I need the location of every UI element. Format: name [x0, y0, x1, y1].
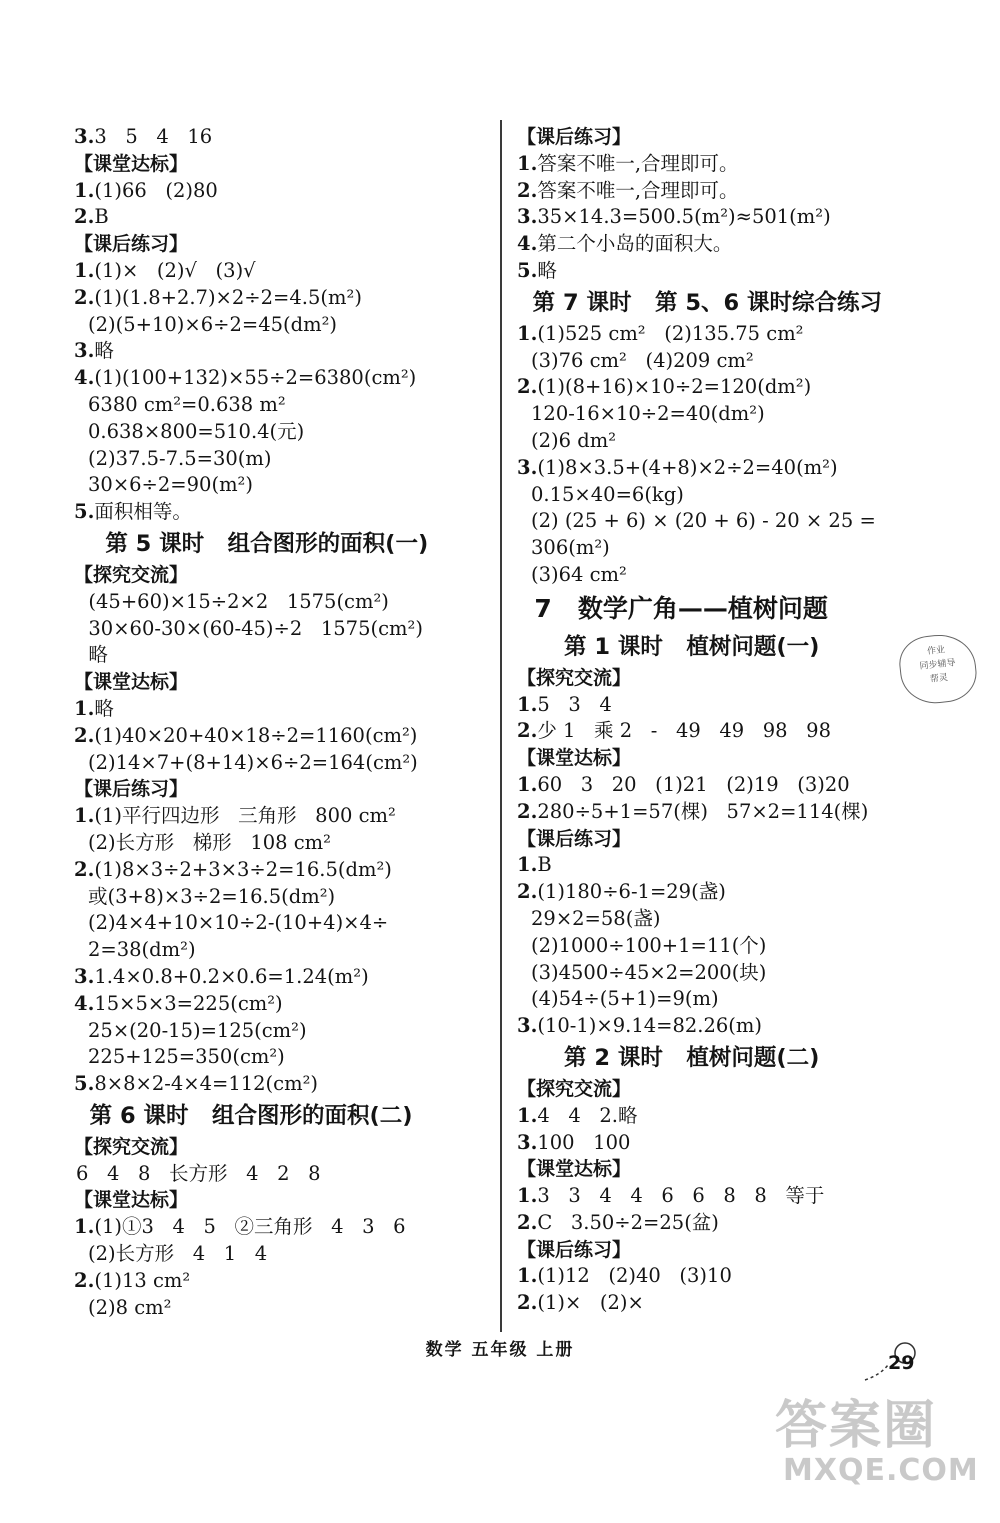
question-number: 3.	[517, 205, 538, 229]
answer-line	[517, 718, 937, 745]
question-number: 1.	[517, 321, 538, 345]
answer-text: (1)8×3÷2+3×3÷2=16.5(dm²)	[94, 857, 392, 881]
question-number: 4.	[74, 366, 95, 390]
column-divider	[500, 120, 502, 1332]
answer-text: B	[94, 205, 109, 229]
answer-text: 35×14.3=500.5(m²)≈501(m²)	[537, 205, 831, 229]
answer-continuation: (2)长方形 梯形 108 cm²	[88, 830, 331, 854]
answer-text: 答案不唯一,合理即可。	[537, 178, 739, 202]
lesson-heading: 第 5 课时 组合图形的面积(一)	[74, 530, 429, 557]
answer-line	[74, 258, 494, 285]
answer-continuation: (2)(5+10)×6÷2=45(dm²)	[88, 312, 338, 336]
answer-continuation: (2) (25 + 6) × (20 + 6) - 20 × 25 =	[531, 509, 876, 533]
question-number: 1.	[74, 804, 95, 828]
answer-line	[517, 1130, 937, 1157]
answer-line	[517, 879, 937, 906]
question-number: 2.	[517, 178, 538, 202]
answer-text: (1)(100+132)×55÷2=6380(cm²)	[94, 366, 417, 390]
question-number: 1.	[74, 1215, 95, 1239]
question-number: 1.	[74, 258, 95, 282]
answer-text: 略	[94, 696, 114, 720]
answer-line	[74, 178, 494, 205]
question-number: 2.	[517, 799, 538, 823]
answer-text: (1)525 cm² (2)135.75 cm²	[537, 321, 804, 345]
answer-line	[74, 803, 494, 830]
section-tag: 【课堂达标】	[517, 1158, 632, 1181]
question-number: 3.	[74, 339, 95, 363]
answer-continuation: (4)54÷(5+1)=9(m)	[531, 987, 719, 1011]
answer-continuation: (3)4500÷45×2=200(块)	[531, 960, 767, 984]
answer-text: (1)× (2)×	[537, 1291, 644, 1315]
answer-continuation: (2)8 cm²	[88, 1295, 172, 1319]
answer-line	[517, 1263, 937, 1290]
answer-continuation: 0.638×800=510.4(元)	[88, 419, 305, 443]
answer-text: 略	[537, 258, 557, 282]
answer-text: (1)× (2)√ (3)√	[94, 258, 256, 282]
question-number: 1.	[517, 853, 538, 877]
answer-continuation: 25×(20-15)=125(cm²)	[88, 1018, 307, 1042]
section-tag: 【课堂达标】	[74, 671, 189, 694]
question-number: 2.	[74, 857, 95, 881]
answer-continuation: 29×2=58(盏)	[531, 906, 661, 930]
question-number: 1.	[517, 1103, 538, 1127]
answer-line	[74, 499, 494, 526]
answer-text: 60 3 20 (1)21 (2)19 (3)20	[537, 772, 850, 796]
question-number: 5.	[517, 258, 538, 282]
question-number: 1.	[74, 178, 95, 202]
section-tag: 【探究交流】	[74, 563, 189, 586]
answer-continuation: 120-16×10÷2=40(dm²)	[531, 402, 765, 426]
page-footer: 数学 五年级 上册	[425, 1340, 575, 1360]
question-number: 3.	[74, 964, 95, 988]
answer-text: 4 4 2.略	[537, 1103, 638, 1127]
answer-text: (1)13 cm²	[94, 1268, 191, 1292]
answer-continuation: 略	[76, 643, 108, 667]
answer-line	[74, 964, 494, 991]
answer-line	[517, 321, 937, 348]
answer-text: 面积相等。	[94, 500, 192, 524]
answer-continuation: (3)76 cm² (4)209 cm²	[531, 348, 754, 372]
answer-line	[74, 991, 494, 1018]
answer-line	[517, 455, 937, 482]
answer-text: (1)40×20+40×18÷2=1160(cm²)	[94, 723, 418, 747]
answer-text: (1)①3 4 5 ②三角形 4 3 6	[94, 1215, 406, 1239]
answer-line	[517, 1013, 937, 1040]
lesson-heading: 第 2 课时 植树问题(二)	[517, 1044, 820, 1071]
answer-text: (10-1)×9.14=82.26(m)	[537, 1014, 763, 1038]
answer-line	[517, 852, 937, 879]
question-number: 1.	[517, 1184, 538, 1208]
answer-line	[517, 692, 937, 719]
answer-line	[517, 231, 937, 258]
section-tag: 【课后练习】	[74, 233, 189, 256]
section-tag: 【课堂达标】	[74, 1189, 189, 1212]
answer-line	[517, 799, 937, 826]
question-number: 4.	[517, 232, 538, 256]
answer-line	[74, 1214, 494, 1241]
section-tag: 【课堂达标】	[517, 747, 632, 770]
answer-continuation: 6 4 8 长方形 4 2 8	[76, 1161, 321, 1185]
answer-line	[74, 124, 494, 151]
answer-continuation: (2)37.5-7.5=30(m)	[88, 446, 272, 470]
answer-text: 8×8×2-4×4=112(cm²)	[94, 1072, 318, 1096]
answer-text: (1)(1.8+2.7)×2÷2=4.5(m²)	[94, 285, 362, 309]
stamp-line-1: 作业	[926, 645, 946, 658]
answer-line	[74, 365, 494, 392]
section-tag: 【课堂达标】	[74, 152, 189, 175]
answer-text: 答案不唯一,合理即可。	[537, 151, 739, 175]
answer-continuation: (3)64 cm²	[531, 562, 627, 586]
question-number: 2.	[517, 719, 538, 743]
answer-continuation: 30×6÷2=90(m²)	[88, 473, 253, 497]
question-number: 1.	[74, 696, 95, 720]
answer-continuation: (2)14×7+(8+14)×6÷2=164(cm²)	[88, 750, 418, 774]
right-column	[517, 124, 937, 1317]
section-tag: 【课后练习】	[517, 827, 632, 850]
question-number: 2.	[517, 880, 538, 904]
question-number: 3.	[74, 125, 95, 148]
question-number: 5.	[74, 1072, 95, 1096]
answer-text: 5 3 4	[537, 692, 612, 716]
answer-line	[517, 258, 937, 285]
answer-text: 3 5 4 16	[94, 125, 213, 148]
question-number: 3.	[517, 1130, 538, 1154]
lesson-heading: 第 7 课时 第 5、6 课时综合练习	[517, 289, 882, 316]
watermark-cn: 答案圈	[775, 1396, 938, 1456]
left-column	[74, 124, 494, 1321]
answer-continuation: 225+125=350(cm²)	[88, 1045, 285, 1069]
answer-line	[74, 723, 494, 750]
answer-line	[74, 1268, 494, 1295]
answer-line	[74, 1071, 494, 1098]
answer-continuation: 或(3+8)×3÷2=16.5(dm²)	[88, 884, 336, 908]
question-number: 3.	[517, 1014, 538, 1038]
question-number: 2.	[74, 205, 95, 229]
question-number: 2.	[517, 1210, 538, 1234]
page-number: 29	[888, 1352, 915, 1374]
answer-line	[517, 1103, 937, 1130]
question-number: 3.	[517, 455, 538, 479]
answer-line	[517, 151, 937, 178]
answer-text: 280÷5+1=57(棵) 57×2=114(棵)	[537, 799, 869, 823]
answer-continuation: 30×60-30×(60-45)÷2 1575(cm²)	[76, 616, 423, 640]
answer-text: (1)180÷6-1=29(盏)	[537, 880, 726, 904]
section-tag: 【课后练习】	[74, 778, 189, 801]
answer-text: (1)(8+16)×10÷2=120(dm²)	[537, 375, 812, 399]
question-number: 1.	[517, 692, 538, 716]
section-tag: 【探究交流】	[74, 1135, 189, 1158]
watermark	[775, 1398, 979, 1488]
answer-line	[74, 857, 494, 884]
question-number: 2.	[517, 1291, 538, 1315]
answer-line	[517, 1290, 937, 1317]
answer-text: 15×5×3=225(cm²)	[94, 991, 283, 1015]
answer-text: 略	[94, 339, 114, 363]
answer-line	[517, 1183, 937, 1210]
answer-text: (1)平行四边形 三角形 800 cm²	[94, 804, 396, 828]
answer-line	[74, 285, 494, 312]
answer-continuation: 2=38(dm²)	[88, 938, 196, 962]
section-tag: 【课后练习】	[517, 1238, 632, 1261]
answer-text: 第二个小岛的面积大。	[537, 232, 733, 256]
question-number: 4.	[74, 991, 95, 1015]
answer-continuation: 6380 cm²=0.638 m²	[88, 392, 286, 416]
answer-continuation: 306(m²)	[531, 536, 610, 560]
answer-continuation: (2)4×4+10×10÷2-(10+4)×4÷	[88, 911, 389, 935]
answer-text: 1.4×0.8+0.2×0.6=1.24(m²)	[94, 964, 369, 988]
answer-line	[517, 1210, 937, 1237]
answer-line	[74, 696, 494, 723]
section-tag: 【探究交流】	[517, 1077, 632, 1100]
answer-continuation: (45+60)×15÷2×2 1575(cm²)	[76, 589, 389, 613]
answer-line	[517, 374, 937, 401]
section-tag: 【探究交流】	[517, 666, 632, 689]
stamp-line-2: 同步辅导	[919, 658, 957, 672]
answer-continuation: (2)长方形 4 1 4	[88, 1242, 268, 1266]
answer-continuation: (2)1000÷100+1=11(个)	[531, 933, 767, 957]
lesson-heading: 第 6 课时 组合图形的面积(二)	[74, 1102, 413, 1129]
answer-line	[74, 338, 494, 365]
question-number: 2.	[74, 285, 95, 309]
answer-text: C 3.50÷2=25(盆)	[537, 1210, 719, 1234]
answer-text: 3 3 4 4 6 6 8 8 等于	[537, 1184, 825, 1208]
question-number: 1.	[517, 772, 538, 796]
question-number: 2.	[74, 1268, 95, 1292]
lesson-heading: 7 数学广角——植树问题	[517, 593, 828, 623]
answer-line	[517, 204, 937, 231]
lesson-heading: 第 1 课时 植树问题(一)	[517, 633, 820, 660]
answer-text: (1)12 (2)40 (3)10	[537, 1264, 732, 1288]
stamp-line-3: 帮灵	[929, 673, 949, 685]
answer-text: (1)66 (2)80	[94, 178, 218, 202]
answer-line	[74, 204, 494, 231]
question-number: 2.	[74, 723, 95, 747]
answer-continuation: 0.15×40=6(kg)	[531, 482, 684, 506]
question-number: 5.	[74, 500, 95, 524]
answer-text: (1)8×3.5+(4+8)×2÷2=40(m²)	[537, 455, 838, 479]
answer-line	[517, 178, 937, 205]
question-number: 1.	[517, 1264, 538, 1288]
answer-continuation: (2)6 dm²	[531, 428, 617, 452]
answer-line	[517, 772, 937, 799]
answer-text: B	[537, 853, 552, 877]
section-tag: 【课后练习】	[517, 126, 632, 148]
watermark-en: MXQE.COM	[783, 1453, 979, 1488]
answer-text: 少 1 乘 2 - 49 49 98 98	[537, 719, 831, 743]
question-number: 1.	[517, 151, 538, 175]
answer-text: 100 100	[537, 1130, 631, 1154]
question-number: 2.	[517, 375, 538, 399]
